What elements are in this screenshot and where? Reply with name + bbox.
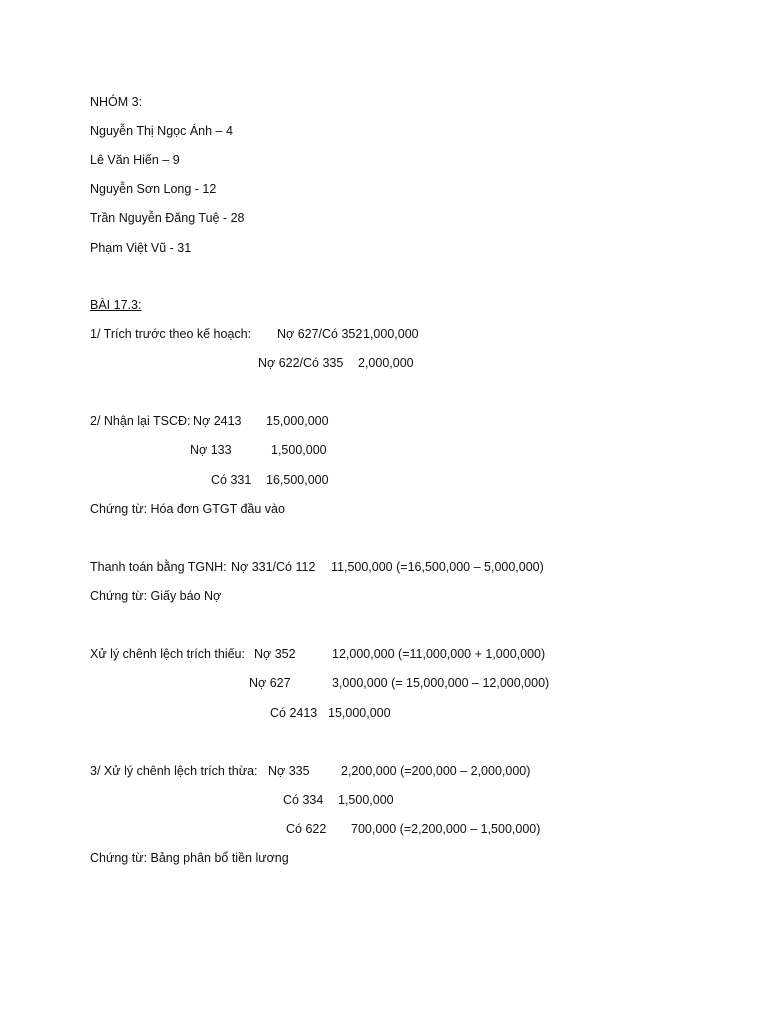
item3-label: 3/ Xử lý chênh lệch trích thừa:: [90, 764, 258, 778]
item2-line2-amount: 1,500,000: [271, 443, 327, 457]
item1-line1-account: Nợ 627/Có 352: [277, 327, 363, 341]
item2-line2-account: Nợ 133: [190, 443, 232, 457]
member-2: Lê Văn Hiến – 9: [90, 153, 180, 167]
item2-line1-account: Nợ 2413: [193, 414, 242, 428]
exercise-title: BÀI 17.3:: [90, 298, 142, 312]
member-4: Trần Nguyễn Đăng Tuệ - 28: [90, 211, 245, 225]
item2-line3-account: Có 331: [211, 473, 252, 487]
shortfall-label: Xử lý chênh lệch trích thiếu:: [90, 647, 245, 661]
shortfall-line3-amount: 15,000,000: [328, 706, 391, 720]
payment-account: Nợ 331/Có 112: [231, 560, 316, 574]
item3-line1-amount: 2,200,000 (=200,000 – 2,000,000): [341, 764, 531, 778]
shortfall-line1-account: Nợ 352: [254, 647, 296, 661]
shortfall-line2-amount: 3,000,000 (= 15,000,000 – 12,000,000): [332, 676, 550, 690]
member-3: Nguyễn Sơn Long - 12: [90, 182, 217, 196]
payment-voucher: Chứng từ: Giấy báo Nợ: [90, 589, 222, 603]
item2-line3-amount: 16,500,000: [266, 473, 329, 487]
item3-line3-amount: 700,000 (=2,200,000 – 1,500,000): [351, 822, 541, 836]
item2-label: 2/ Nhận lại TSCĐ:: [90, 414, 191, 428]
item2-line1-amount: 15,000,000: [266, 414, 329, 428]
member-1: Nguyễn Thị Ngọc Ánh – 4: [90, 124, 233, 138]
item3-line2-account: Có 334: [283, 793, 324, 807]
member-5: Phạm Việt Vũ - 31: [90, 241, 192, 255]
shortfall-line3-account: Có 2413: [270, 706, 318, 720]
payment-label: Thanh toán bằng TGNH:: [90, 560, 227, 574]
item3-line3-account: Có 622: [286, 822, 327, 836]
item1-label: 1/ Trích trước theo kế hoạch:: [90, 327, 252, 341]
payment-amount: 11,500,000 (=16,500,000 – 5,000,000): [331, 560, 544, 574]
shortfall-line2-account: Nợ 627: [249, 676, 291, 690]
item1-line2-amount: 2,000,000: [358, 356, 414, 370]
group-title: NHÓM 3:: [90, 95, 143, 109]
item3-line2-amount: 1,500,000: [338, 793, 394, 807]
item1-line1-amount: 1,000,000: [363, 327, 419, 341]
item2-voucher: Chứng từ: Hóa đơn GTGT đầu vào: [90, 502, 285, 516]
shortfall-line1-amount: 12,000,000 (=11,000,000 + 1,000,000): [332, 647, 546, 661]
item3-voucher: Chứng từ: Bảng phân bổ tiền lương: [90, 851, 289, 865]
item3-line1-account: Nợ 335: [268, 764, 310, 778]
item1-line2-account: Nợ 622/Có 335: [258, 356, 344, 370]
